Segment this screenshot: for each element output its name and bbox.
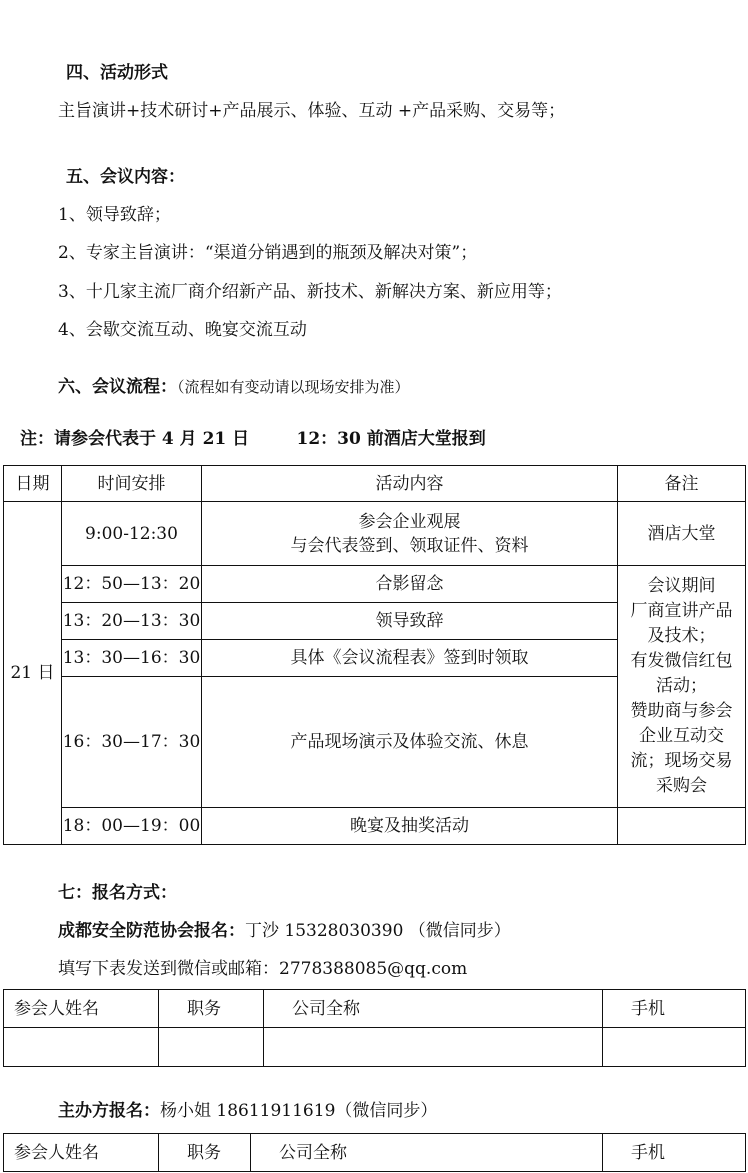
schedule-table xyxy=(3,465,746,845)
row-activity: 领导致辞 xyxy=(202,603,618,640)
form-cell-phone[interactable] xyxy=(603,1028,746,1067)
remark-line: 会议期间 xyxy=(647,576,716,596)
section-6-heading: 六、会议流程： xyxy=(58,377,177,397)
row-activity: 晚宴及抽奖活动 xyxy=(202,808,618,845)
content-item-2: 2、专家主旨演讲：“渠道分销遇到的瓶颈及解决对策”； xyxy=(58,243,478,263)
table-row xyxy=(4,502,746,566)
content-item-4: 4、会歇交流互动、晚宴交流互动 xyxy=(58,320,307,340)
form-header-phone: 手机 xyxy=(603,1134,746,1172)
form-cell-name[interactable] xyxy=(4,1028,159,1067)
organizer-contact: 杨小姐 18611911619（微信同步） xyxy=(160,1101,438,1121)
remark-line: 及技术； xyxy=(647,626,716,646)
row-remark: 酒店大堂 xyxy=(618,502,746,566)
row-activity-line2: 与会代表签到、领取证件、资料 xyxy=(290,535,529,556)
row-time: 16：30—17：30 xyxy=(62,677,202,808)
section-4-text: 主旨演讲+技术研讨+产品展示、体验、互动 +产品采购、交易等； xyxy=(58,101,566,121)
submission-instruction: 填写下表发送到微信或邮箱：2778388085@qq.com xyxy=(58,959,468,979)
form-cell-position[interactable] xyxy=(159,1028,264,1067)
section-6-note: （流程如有变动请以现场安排为准） xyxy=(177,378,410,396)
section-7-heading: 七：报名方式： xyxy=(58,883,177,903)
form-header-name: 参会人姓名 xyxy=(4,1134,159,1172)
row-time: 18：00—19：00 xyxy=(62,808,202,845)
chengdu-registration xyxy=(58,920,511,942)
form-header-row xyxy=(4,990,746,1028)
header-activity: 活动内容 xyxy=(202,466,618,502)
header-date: 日期 xyxy=(4,466,62,502)
remark-line: 企业互动交 xyxy=(639,726,724,746)
remark-line: 流；现场交易 xyxy=(630,751,733,771)
form-header-phone: 手机 xyxy=(603,990,746,1028)
chengdu-label: 成都安全防范协会报名： xyxy=(58,921,245,941)
registration-form-table xyxy=(3,989,746,1067)
form-header-company: 公司全称 xyxy=(264,990,603,1028)
organizer-label: 主办方报名： xyxy=(58,1101,160,1121)
row-activity xyxy=(202,502,618,566)
row-activity-line1: 参会企业观展 xyxy=(358,511,461,532)
form-header-name: 参会人姓名 xyxy=(4,990,159,1028)
content-item-1: 1、领导致辞； xyxy=(58,205,171,225)
form-header-row xyxy=(4,1134,746,1172)
remark-line: 采购会 xyxy=(656,776,707,796)
form-header-position: 职务 xyxy=(159,1134,251,1172)
content-item-3: 3、十几家主流厂商介绍新产品、新技术、新解决方案、新应用等； xyxy=(58,282,562,302)
schedule-date: 21 日 xyxy=(4,502,62,845)
row-remark xyxy=(618,808,746,845)
row-activity: 产品现场演示及体验交流、休息 xyxy=(202,677,618,808)
table-row xyxy=(4,808,746,845)
row-time: 9:00-12:30 xyxy=(62,502,202,566)
row-activity: 合影留念 xyxy=(202,566,618,603)
remark-line: 厂商宣讲产品 xyxy=(630,601,733,621)
header-remark: 备注 xyxy=(618,466,746,502)
row-time: 13：20—13：30 xyxy=(62,603,202,640)
remark-line: 有发微信红包 xyxy=(630,651,733,671)
section-4-heading: 四、活动形式 xyxy=(66,63,168,83)
section-6-line xyxy=(58,376,410,398)
row-activity: 具体《会议流程表》签到时领取 xyxy=(202,640,618,677)
remark-line: 活动； xyxy=(656,676,707,696)
form-cell-company[interactable] xyxy=(264,1028,603,1067)
merged-remark xyxy=(618,566,746,808)
form-header-position: 职务 xyxy=(159,990,264,1028)
row-time: 12：50—13：20 xyxy=(62,566,202,603)
arrival-notice: 注：请参会代表于 4 月 21 日 12：30 前酒店大堂报到 xyxy=(20,429,486,449)
schedule-header-row xyxy=(4,466,746,502)
section-5-heading: 五、会议内容： xyxy=(66,167,185,187)
organizer-registration xyxy=(58,1100,437,1122)
remark-line: 赞助商与参会 xyxy=(630,701,733,721)
chengdu-contact: 丁沙 15328030390 （微信同步） xyxy=(245,921,511,941)
row-time: 13：30—16：30 xyxy=(62,640,202,677)
organizer-form-table xyxy=(3,1133,746,1172)
header-time: 时间安排 xyxy=(62,466,202,502)
form-blank-row xyxy=(4,1028,746,1067)
table-row xyxy=(4,566,746,603)
form-header-company: 公司全称 xyxy=(251,1134,603,1172)
